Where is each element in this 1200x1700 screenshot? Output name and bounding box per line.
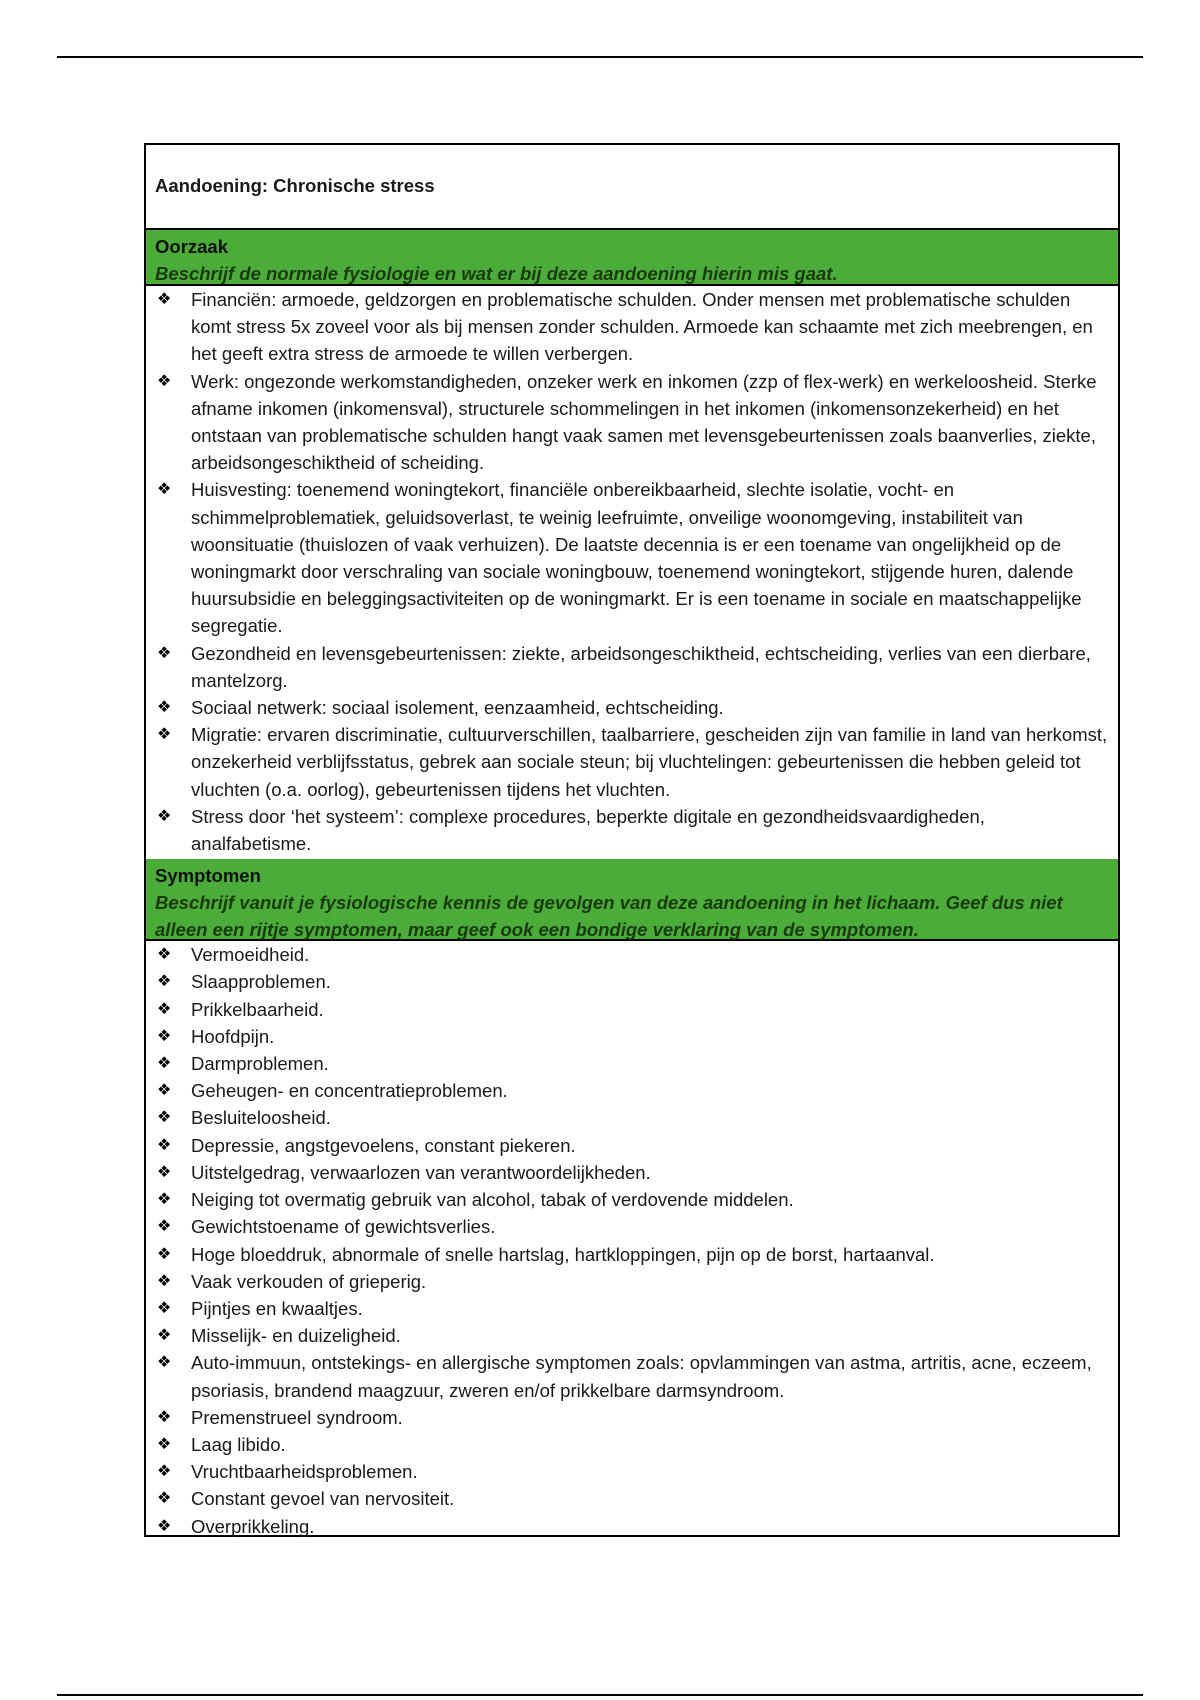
- oorzaak-item-text: Sociaal netwerk: sociaal isolement, eenzaamheid, echtscheiding.: [191, 697, 724, 719]
- bullet-icon: ❖: [157, 946, 172, 964]
- symptomen-item-text: Besluiteloosheid.: [191, 1107, 331, 1129]
- symptomen-list-item: [155, 1077, 1118, 1104]
- symptomen-item-text: Auto-immuun, ontstekings- en allergische symptomen zoals: opvlammingen van astma, artritis, acne, eczeem, psoriasis, brandend maagzuur, zweren en/of prikkelbare darmsyndroom.: [191, 1352, 1092, 1401]
- bullet-icon: ❖: [157, 1354, 172, 1372]
- bullet-icon: ❖: [157, 1435, 172, 1453]
- bullet-icon: ❖: [157, 1000, 172, 1018]
- symptomen-item-text: Pijntjes en kwaaltjes.: [191, 1297, 363, 1319]
- symptomen-list-item: [155, 1513, 1118, 1540]
- symptomen-list-item: [155, 1213, 1118, 1240]
- bullet-icon: ❖: [157, 1055, 172, 1073]
- bullet-icon: ❖: [157, 1218, 172, 1236]
- oorzaak-list-item: [155, 368, 1118, 477]
- oorzaak-list-item: [155, 476, 1118, 639]
- symptomen-item-text: Hoofdpijn.: [191, 1025, 275, 1047]
- bullet-icon: ❖: [157, 1136, 172, 1154]
- symptomen-list-item: [155, 1104, 1118, 1131]
- bullet-icon: ❖: [157, 1272, 172, 1290]
- oorzaak-item-text: Huisvesting: toenemend woningtekort, financiële onbereikbaarheid, slechte isolatie, vocht- en schimmelproblematiek, geluidsoverlast, te weinig leefruimte, onveilige woonomgeving, instabiliteit van woonsituatie (thuislozen of vaak verhuizen). De laatste decennia is er een toename van ongelijkheid op de woningmarkt door verschraling van sociale woningbouw, toenemend woningtekort, stijgende huren, dalende huursubsidie en beleggingsactiviteiten op de woningmarkt. Er is een toename in sociale en maatschappelijke segregatie.: [191, 479, 1082, 637]
- symptomen-list-item: [155, 1050, 1118, 1077]
- symptomen-list-item: [155, 1458, 1118, 1485]
- symptomen-list-item: [155, 1349, 1118, 1403]
- bullet-icon: ❖: [157, 291, 172, 308]
- oorzaak-item-text: Migratie: ervaren discriminatie, cultuurverschillen, taalbarriere, gescheiden zijn van familie in land van herkomst, onzekerheid verblijfsstatus, gebrek aan sociale steun; bij vluchtelingen: gebeurtenissen die hebben geleid tot vluchten (o.a. oorlog), gebeurtenissen tijdens het vluchten.: [191, 724, 1108, 800]
- symptomen-list-item: [155, 1431, 1118, 1458]
- bullet-icon: ❖: [157, 1027, 172, 1045]
- symptomen-item-text: Neiging tot overmatig gebruik van alcohol, tabak of verdovende middelen.: [191, 1189, 794, 1211]
- oorzaak-list-item: [155, 694, 1118, 721]
- symptomen-list-item: [155, 941, 1118, 968]
- oorzaak-heading: Oorzaak: [155, 236, 229, 257]
- symptomen-list-item: [155, 1404, 1118, 1431]
- bullet-icon: ❖: [157, 372, 172, 390]
- bullet-icon: ❖: [157, 1517, 172, 1535]
- symptomen-header: [146, 859, 1118, 941]
- symptomen-list-item: [155, 1322, 1118, 1349]
- oorzaak-instruction: Beschrijf de normale fysiologie en wat er bij deze aandoening hierin mis gaat.: [155, 263, 838, 284]
- oorzaak-item-text: Financiën: armoede, geldzorgen en problematische schulden. Onder mensen met problematische schulden komt stress 5x zoveel voor als bij mensen zonder schulden. Armoede kan schaamte met zich meebrengen, en het geeft extra stress de armoede te willen verbergen.: [191, 289, 1093, 365]
- oorzaak-item-text: Gezondheid en levensgebeurtenissen: ziekte, arbeidsongeschiktheid, echtscheiding, verlies van een dierbare, mantelzorg.: [191, 642, 1091, 691]
- bullet-icon: ❖: [157, 699, 172, 717]
- symptomen-item-text: Slaapproblemen.: [191, 971, 331, 993]
- bullet-icon: ❖: [157, 1490, 172, 1508]
- symptomen-list: [146, 941, 1118, 1539]
- symptomen-list-item: [155, 996, 1118, 1023]
- bullet-icon: ❖: [157, 1082, 172, 1100]
- symptomen-item-text: Hoge bloeddruk, abnormale of snelle hartslag, hartkloppingen, pijn op de borst, hartaanval.: [191, 1243, 935, 1265]
- symptomen-item-text: Prikkelbaarheid.: [191, 998, 324, 1020]
- symptomen-item-text: Vruchtbaarheidsproblemen.: [191, 1461, 418, 1483]
- symptomen-item-text: Constant gevoel van nervositeit.: [191, 1488, 455, 1510]
- bullet-icon: ❖: [157, 1245, 172, 1263]
- oorzaak-list-item: [155, 640, 1118, 694]
- bullet-icon: ❖: [157, 1463, 172, 1481]
- bullet-icon: ❖: [157, 1408, 172, 1426]
- bullet-icon: ❖: [157, 644, 172, 662]
- symptomen-list-item: [155, 1241, 1118, 1268]
- bullet-icon: ❖: [157, 481, 172, 499]
- symptomen-item-text: Vaak verkouden of grieperig.: [191, 1270, 427, 1292]
- bullet-icon: ❖: [157, 807, 172, 825]
- oorzaak-header: [146, 230, 1118, 286]
- oorzaak-list: [146, 286, 1118, 857]
- bullet-icon: ❖: [157, 1163, 172, 1181]
- symptomen-list-item: [155, 1295, 1118, 1322]
- symptomen-list-item: [155, 968, 1118, 995]
- symptomen-list-item: [155, 1023, 1118, 1050]
- symptomen-item-text: Vermoeidheid.: [191, 944, 310, 966]
- page-top-rule: [57, 56, 1143, 58]
- symptomen-heading: Symptomen: [155, 865, 261, 887]
- symptomen-item-text: Geheugen- en concentratieproblemen.: [191, 1080, 508, 1102]
- bullet-icon: ❖: [157, 1191, 172, 1209]
- oorzaak-item-text: Werk: ongezonde werkomstandigheden, onzeker werk en inkomen (zzp of flex-werk) en werkeloosheid. Sterke afname inkomen (inkomensval), structurele schommelingen in het inkomen (inkomensonzekerheid) en het ontstaan van problematische schulden hangt vaak samen met levensgebeurtenissen zoals baanverlies, ziekte, arbeidsongeschiktheid of scheiding.: [191, 370, 1097, 474]
- bullet-icon: ❖: [157, 1109, 172, 1127]
- bullet-icon: ❖: [157, 973, 172, 991]
- symptomen-item-text: Gewichtstoename of gewichtsverlies.: [191, 1216, 496, 1238]
- condition-table: [144, 143, 1120, 1537]
- symptomen-item-text: Darmproblemen.: [191, 1053, 329, 1075]
- symptomen-list-item: [155, 1485, 1118, 1512]
- bullet-icon: ❖: [157, 1327, 172, 1345]
- symptomen-item-text: Depressie, angstgevoelens, constant piekeren.: [191, 1134, 576, 1156]
- symptomen-list-item: [155, 1268, 1118, 1295]
- oorzaak-list-item: [155, 286, 1118, 368]
- symptomen-item-text: Uitstelgedrag, verwaarlozen van verantwoordelijkheden.: [191, 1161, 651, 1183]
- symptomen-instruction: Beschrijf vanuit je fysiologische kennis de gevolgen van deze aandoening in het lichaam. Geef dus niet alleen een rijtje symptomen, maar geef ook een bondige verklaring van de symptomen.: [155, 892, 1063, 941]
- symptomen-list-item: [155, 1132, 1118, 1159]
- symptomen-item-text: Misselijk- en duizeligheid.: [191, 1325, 401, 1347]
- page-bottom-rule: [57, 1694, 1143, 1696]
- symptomen-item-text: Laag libido.: [191, 1433, 286, 1455]
- symptomen-list-item: [155, 1159, 1118, 1186]
- symptomen-item-text: Overprikkeling.: [191, 1515, 315, 1537]
- oorzaak-list-item: [155, 721, 1118, 803]
- bullet-icon: ❖: [157, 1299, 172, 1317]
- bullet-icon: ❖: [157, 726, 172, 744]
- symptomen-list-item: [155, 1186, 1118, 1213]
- condition-title: Aandoening: Chronische stress: [146, 145, 1118, 230]
- symptomen-item-text: Premenstrueel syndroom.: [191, 1406, 403, 1428]
- oorzaak-list-item: [155, 803, 1118, 857]
- oorzaak-item-text: Stress door ‘het systeem’: complexe procedures, beperkte digitale en gezondheidsvaardigheden, analfabetisme.: [191, 805, 985, 855]
